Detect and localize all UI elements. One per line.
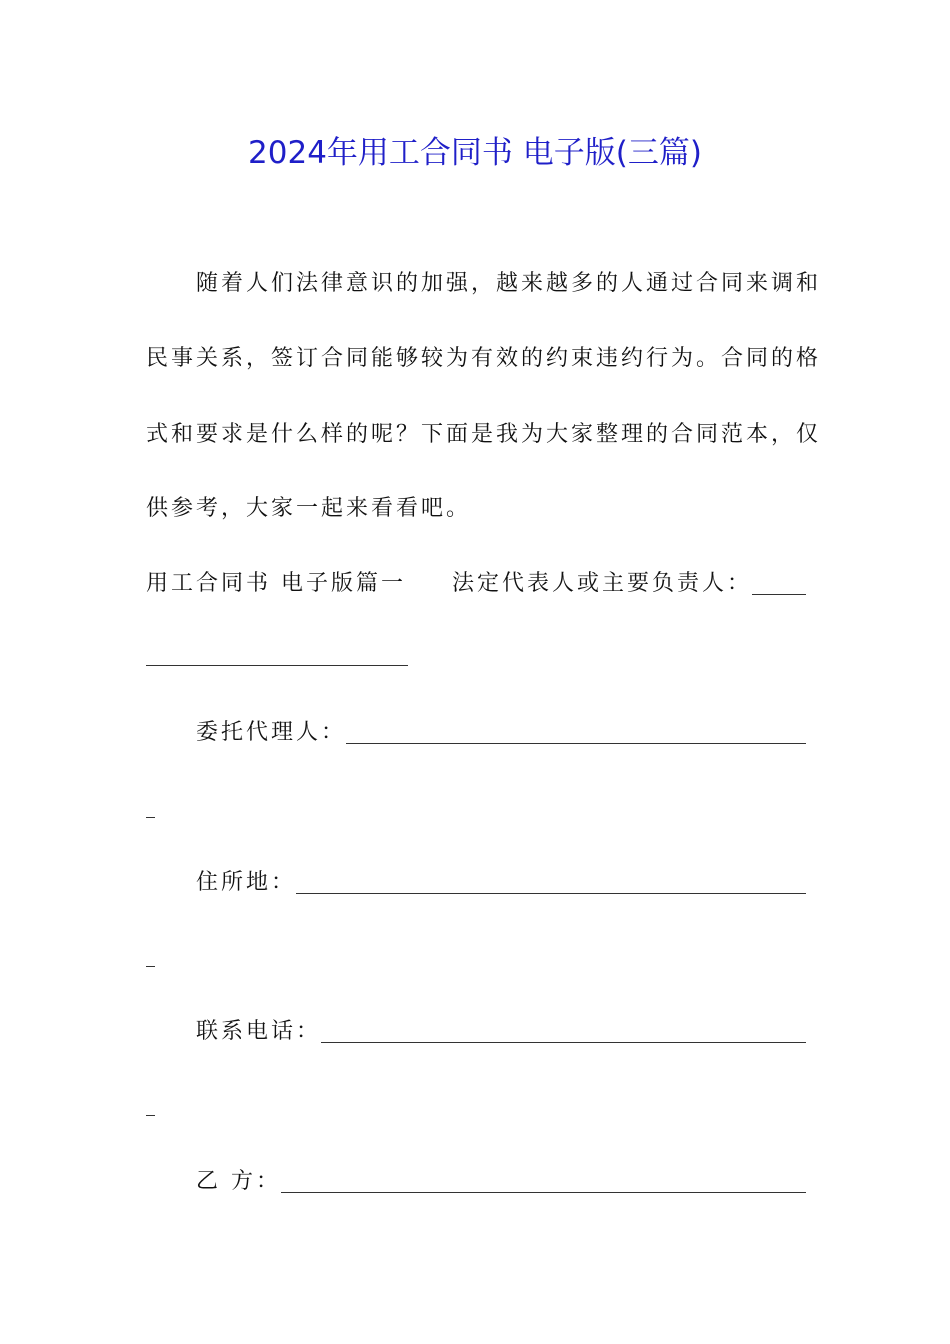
party-b-row bbox=[196, 1162, 806, 1202]
phone-row bbox=[196, 1012, 806, 1052]
page-title: 2024年用工合同书 电子版(三篇) bbox=[248, 135, 702, 171]
legal-rep-label: 法定代表人或主要负责人： bbox=[452, 571, 753, 596]
phone-blank bbox=[321, 1042, 806, 1043]
agent-blank-continued bbox=[146, 817, 155, 818]
address-row bbox=[196, 863, 806, 903]
agent-label: 委托代理人： bbox=[196, 720, 347, 745]
intro-line-3: 式和要求是什么样的呢？下面是我为大家整理的合同范本，仅 bbox=[146, 422, 822, 447]
party-b-label: 乙 方： bbox=[196, 1169, 281, 1194]
legal-rep-row bbox=[146, 564, 806, 604]
party-b-blank bbox=[281, 1192, 806, 1193]
agent-blank bbox=[346, 743, 806, 744]
legal-rep-blank bbox=[752, 594, 806, 595]
phone-label: 联系电话： bbox=[196, 1019, 322, 1044]
address-blank-continued bbox=[146, 966, 155, 967]
intro-line-4: 供参考，大家一起来看看吧。 bbox=[146, 496, 472, 521]
phone-blank-continued bbox=[146, 1115, 155, 1116]
section-heading: 用工合同书 电子版篇一 bbox=[146, 571, 406, 596]
legal-rep-blank-continued bbox=[146, 665, 408, 666]
agent-row bbox=[196, 713, 806, 753]
intro-line-2: 民事关系，签订合同能够较为有效的约束违约行为。合同的格 bbox=[146, 346, 822, 371]
intro-line-1: 随着人们法律意识的加强，越来越多的人通过合同来调和 bbox=[196, 271, 822, 296]
address-blank bbox=[296, 893, 806, 894]
address-label: 住所地： bbox=[196, 870, 297, 895]
